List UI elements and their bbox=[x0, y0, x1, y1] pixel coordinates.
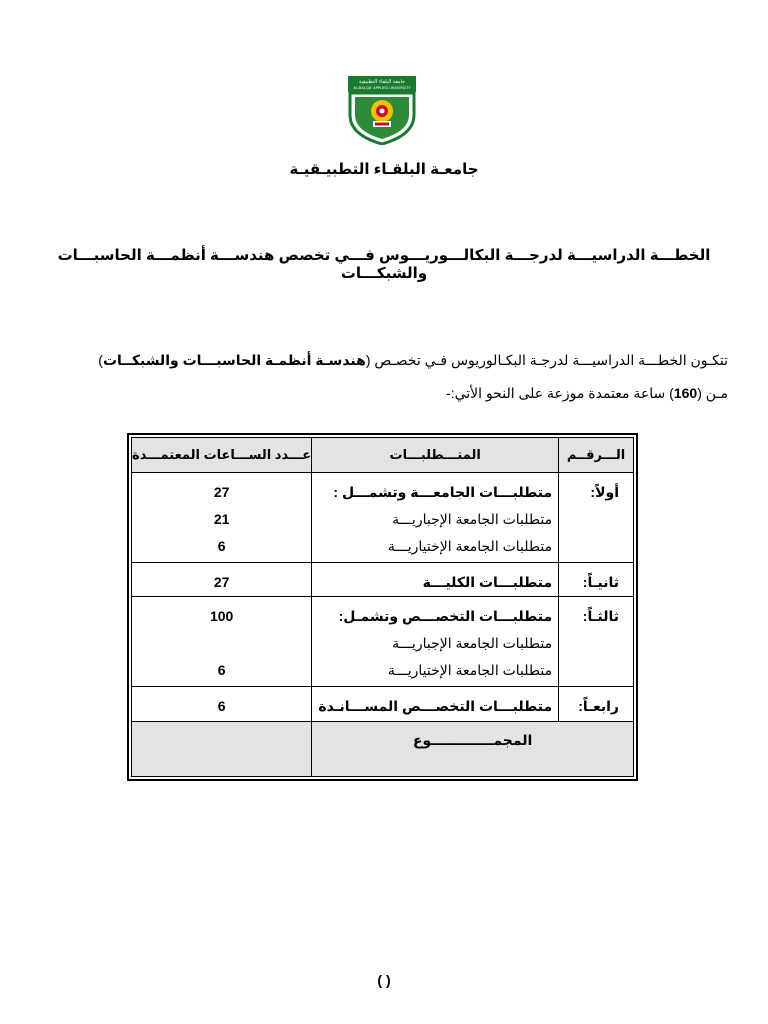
table-header-row bbox=[132, 438, 634, 473]
requirements-table bbox=[131, 437, 634, 777]
row-requirements bbox=[312, 687, 559, 722]
credit-hours: 21 bbox=[213, 511, 230, 527]
row-number bbox=[559, 562, 634, 597]
total-value bbox=[132, 722, 312, 777]
credit-hours: 100 bbox=[209, 608, 234, 625]
table-row bbox=[132, 473, 634, 563]
requirement-label: متطلبـــات الكليـــة bbox=[422, 573, 553, 590]
credit-hours: 27 bbox=[213, 573, 230, 590]
table-row bbox=[132, 687, 634, 722]
intro-line-1: تتكـون الخطـــة الدراسيـــة لدرجـة البكـالوريوس فـي تخصـص (هندسـة أنظمـة الحاسبـــات والشبكــات) bbox=[98, 352, 728, 368]
plan-title: الخطـــة الدراسيـــة لدرجـــة البكالـــوريـــوس فـــي تخصص هندســـة أنظمـــة الحاسبـــات والشبكـــات bbox=[57, 247, 711, 282]
header-requirements: المتـــطلبـــات bbox=[312, 438, 559, 473]
row-hours bbox=[132, 562, 312, 597]
requirement-label: متطلبـــات الجامعـــة وتشمـــل : bbox=[333, 484, 553, 500]
row-number bbox=[559, 597, 634, 687]
row-number-label: رابعـاً: bbox=[578, 698, 619, 715]
row-requirements bbox=[312, 597, 559, 687]
row-hours bbox=[132, 473, 312, 563]
intro-line-2: مـن (160) ساعة معتمدة موزعة على النحو الأتي:- bbox=[446, 385, 728, 401]
row-number bbox=[559, 473, 634, 563]
table-row bbox=[132, 562, 634, 597]
requirements-table-frame bbox=[127, 433, 638, 781]
credit-hours bbox=[132, 630, 311, 657]
credit-hours: 27 bbox=[213, 484, 230, 500]
row-hours bbox=[132, 597, 312, 687]
credit-hours: 6 bbox=[217, 538, 226, 554]
row-number-label: ثالثـاً: bbox=[582, 608, 619, 625]
row-number-label: ثانيـاً: bbox=[582, 573, 619, 590]
requirement-label: متطلبات الجامعة الإختياريـــة bbox=[387, 538, 553, 554]
table-row bbox=[132, 597, 634, 687]
requirement-label: متطلبـــات التخصـــص وتشمـل: bbox=[338, 608, 553, 625]
row-requirements bbox=[312, 473, 559, 563]
row-number-label: أولاً: bbox=[590, 484, 619, 500]
row-hours bbox=[132, 687, 312, 722]
credit-hours: 6 bbox=[217, 662, 226, 679]
total-label: المجمـــــــــــــوع bbox=[312, 722, 634, 777]
total-row bbox=[132, 722, 634, 777]
header-number: الـــرقــم bbox=[559, 438, 634, 473]
row-requirements bbox=[312, 562, 559, 597]
requirement-label: متطلبات الجامعة الإجباريـــة bbox=[392, 511, 553, 527]
svg-text:AL-BALQA' APPLIED UNIVERSITY: AL-BALQA' APPLIED UNIVERSITY bbox=[353, 86, 411, 90]
credit-hours: 6 bbox=[217, 698, 226, 715]
university-logo bbox=[347, 75, 417, 145]
requirement-label: متطلبات الجامعة الإجباريـــة bbox=[392, 635, 553, 652]
page-number: ( ) bbox=[377, 972, 391, 988]
row-number bbox=[559, 687, 634, 722]
requirement-label: متطلبات الجامعة الإختياريـــة bbox=[387, 662, 553, 679]
header-hours: عـــدد الســـاعات المعتمـــدة bbox=[132, 438, 312, 473]
logo-text: جامعة البلقاء التطبيقية bbox=[358, 79, 406, 85]
university-name: جامعـة البلقـاء التطبيـقيـة bbox=[289, 161, 479, 178]
requirement-label: متطلبـــات التخصـــص المســـانـدة bbox=[318, 698, 553, 715]
